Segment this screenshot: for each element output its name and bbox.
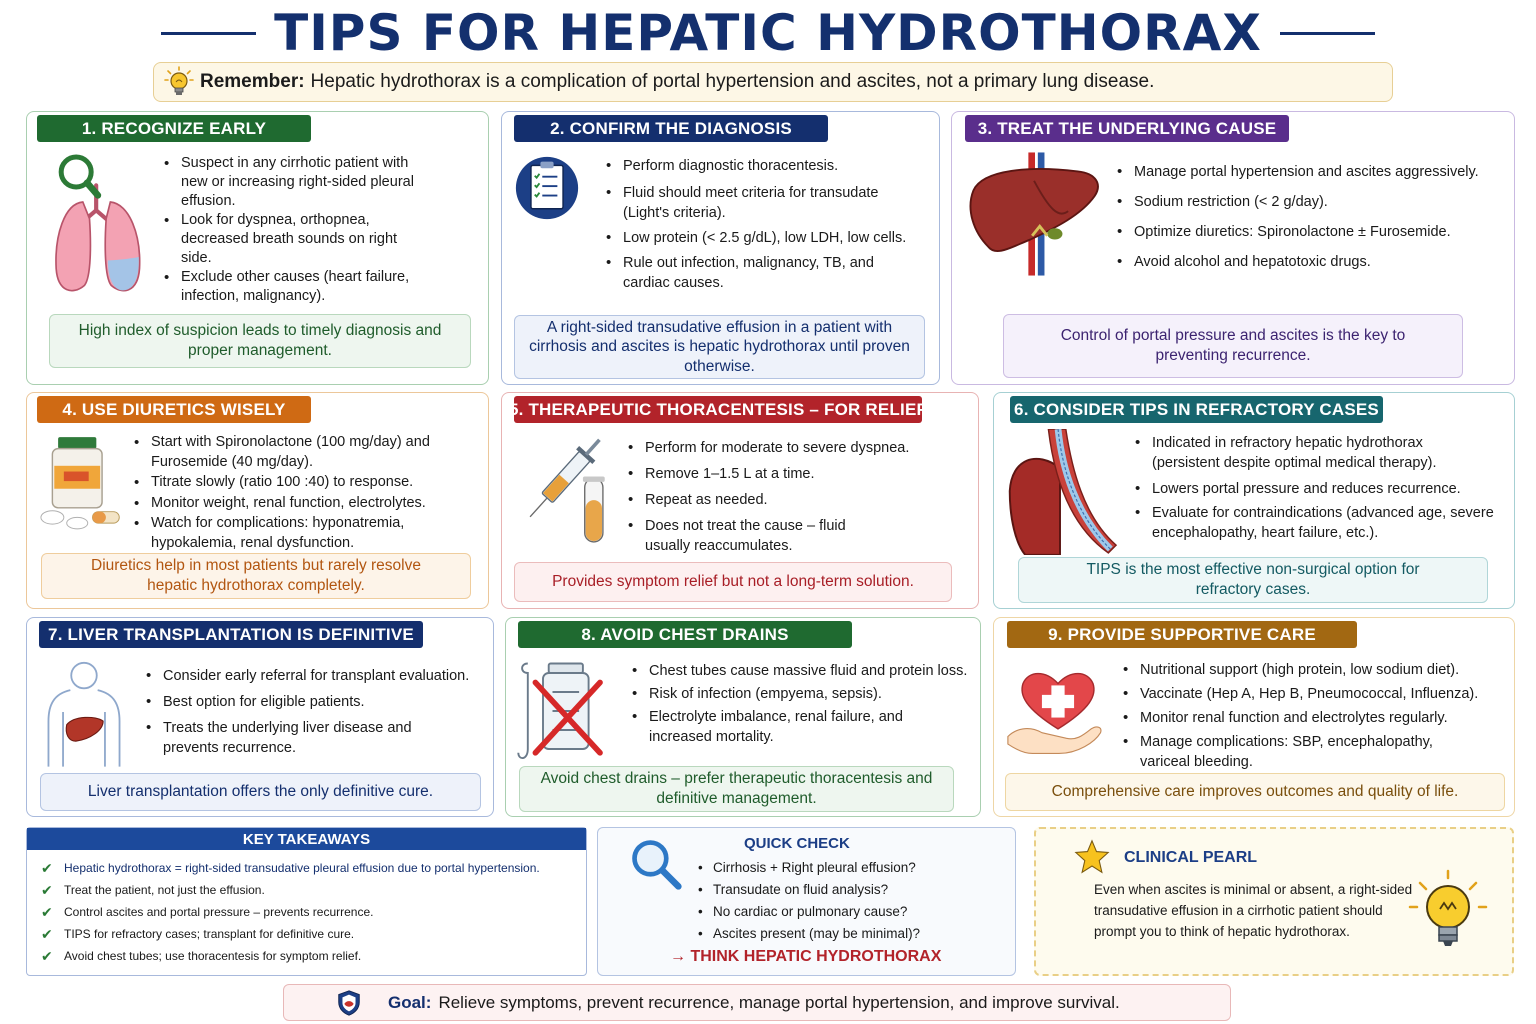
takeaway-item [41, 923, 540, 945]
card-use-diuretics-wisely [26, 392, 489, 609]
card-note: Diuretics help in most patients but rarely resolve hepatic hydrothorax completely. [41, 553, 471, 599]
bullet: • Treats the underlying liver disease and prevents recurrence. [143, 718, 433, 758]
card-avoid-chest-drains [505, 617, 981, 817]
bullet: • Avoid alcohol and hepatotoxic drugs. [1114, 252, 1510, 272]
syringe-tube-icon [512, 435, 612, 547]
card-bullets [1132, 433, 1494, 543]
quick-check-title: QUICK CHECK [744, 835, 850, 852]
bullet: • Watch for complications: hyponatremia, hypokalemia, renal dysfunction. [131, 514, 481, 553]
shield-icon [335, 989, 363, 1017]
card-header: 8. AVOID CHEST DRAINS [518, 621, 852, 648]
check-item: • Cirrhosis + Right pleural effusion? [696, 857, 920, 879]
bullet: • Manage complications: SBP, encephalopathy, variceal bleeding. [1120, 732, 1450, 772]
quick-check-conclusion: → THINK HEPATIC HYDROTHORAX [670, 948, 942, 965]
star-icon [1074, 839, 1110, 875]
card-bullets [1114, 162, 1510, 272]
card-bullets [629, 661, 979, 747]
bullet: • Fluid should meet criteria for transudate (Light's criteria). [603, 183, 923, 223]
title-rule-left [161, 32, 256, 35]
check-icon: ✔ [41, 926, 53, 942]
quick-check-panel [597, 827, 1016, 976]
pill-bottle-icon [39, 435, 125, 531]
bullet: • Exclude other causes (heart failure, infection, malignancy). [161, 268, 431, 306]
key-takeaways-panel [26, 827, 587, 976]
body-liver-icon [43, 656, 125, 768]
magnifier-icon [628, 836, 684, 892]
card-bullets [143, 666, 489, 758]
check-item: • Ascites present (may be minimal)? [696, 923, 920, 945]
takeaway-item [41, 945, 540, 967]
card-note: Comprehensive care improves outcomes and quality of life. [1005, 773, 1505, 811]
card-header: 3. TREAT THE UNDERLYING CAUSE [965, 115, 1289, 142]
card-treat-underlying-cause [951, 111, 1515, 385]
card-bullets [603, 156, 923, 293]
takeaway-text: Hepatic hydrothorax = right-sided transudative pleural effusion due to portal hypertension. [64, 861, 540, 875]
card-therapeutic-thoracentesis [501, 392, 979, 609]
card-header: 6. CONSIDER TIPS IN REFRACTORY CASES [1010, 396, 1383, 423]
card-supportive-care [993, 617, 1515, 817]
card-note: Provides symptom relief but not a long-term solution. [514, 562, 952, 602]
goal-text: Relieve symptoms, prevent recurrence, manage portal hypertension, and improve survival. [438, 992, 1120, 1012]
bullet: • Does not treat the cause – fluid usually reaccumulates. [625, 516, 885, 556]
bullet: • Monitor weight, renal function, electrolytes. [131, 494, 481, 514]
key-takeaways-title: KEY TAKEAWAYS [27, 828, 586, 850]
check-icon: ✔ [41, 860, 53, 876]
bullet: • Look for dyspnea, orthopnea, decreased breath sounds on right side. [161, 211, 431, 268]
title-rule-right [1280, 32, 1375, 35]
clinical-pearl-panel [1034, 827, 1514, 976]
bullet: • Consider early referral for transplant evaluation. [143, 666, 489, 686]
card-liver-transplantation [26, 617, 494, 817]
card-note: High index of suspicion leads to timely diagnosis and proper management. [49, 314, 471, 368]
bullet: • Lowers portal pressure and reduces recurrence. [1132, 479, 1494, 499]
check-icon: ✔ [41, 882, 53, 898]
bullet: • Indicated in refractory hepatic hydrothorax (persistent despite optimal medical therapy). [1132, 433, 1494, 473]
bullet: • Electrolyte imbalance, renal failure, and increased mortality. [629, 707, 909, 747]
lightbulb-icon [1408, 869, 1488, 959]
card-confirm-diagnosis [501, 111, 940, 385]
bullet: • Chest tubes cause massive fluid and protein loss. [629, 661, 979, 681]
card-note: Control of portal pressure and ascites is the key to preventing recurrence. [1003, 314, 1463, 378]
stent-vessel-icon [1002, 429, 1118, 555]
remember-banner [153, 62, 1393, 102]
clinical-pearl-text: Even when ascites is minimal or absent, a right-sided transudative effusion in a cirrhotic patient should prompt you to think of hepatic hydrothorax. [1094, 882, 1413, 939]
clipboard-checklist-icon [514, 150, 580, 226]
card-note: Avoid chest drains – prefer therapeutic thoracentesis and definitive management. [519, 766, 954, 812]
card-header: 5. THERAPEUTIC THORACENTESIS – FOR RELIEF [514, 396, 922, 423]
takeaway-text: Avoid chest tubes; use thoracentesis for symptom relief. [64, 949, 362, 963]
takeaway-text: Control ascites and portal pressure – prevents recurrence. [64, 905, 374, 919]
bullet: • Low protein (< 2.5 g/dL), low LDH, low cells. [603, 228, 923, 248]
takeaway-item [41, 857, 540, 879]
bullet: • Monitor renal function and electrolytes regularly. [1120, 708, 1512, 728]
bullet: • Perform for moderate to severe dyspnea. [625, 438, 955, 458]
card-note: A right-sided transudative effusion in a patient with cirrhosis and ascites is hepatic hydrothorax until proven otherwise. [514, 315, 925, 379]
check-item: • No cardiac or pulmonary cause? [696, 901, 920, 923]
card-bullets [131, 433, 481, 553]
takeaway-item [41, 901, 540, 923]
remember-text: Hepatic hydrothorax is a complication of portal hypertension and ascites, not a primary lung disease. [310, 71, 1155, 92]
check-icon: ✔ [41, 948, 53, 964]
goal-banner [283, 984, 1231, 1021]
card-consider-tips [993, 392, 1515, 609]
card-bullets [1120, 660, 1512, 772]
check-icon: ✔ [41, 904, 53, 920]
card-note: TIPS is the most effective non-surgical option for refractory cases. [1018, 557, 1488, 603]
card-header: 2. CONFIRM THE DIAGNOSIS [514, 115, 828, 142]
remember-label: Remember: [200, 71, 305, 92]
card-note: Liver transplantation offers the only definitive cure. [40, 773, 481, 811]
lungs-magnifier-icon [41, 152, 163, 302]
bullet: • Start with Spironolactone (100 mg/day) and Furosemide (40 mg/day). [131, 433, 481, 472]
lightbulb-icon [164, 66, 194, 100]
bullet: • Repeat as needed. [625, 490, 955, 510]
takeaway-item [41, 879, 540, 901]
liver-icon [964, 152, 1106, 276]
bullet: • Optimize diuretics: Spironolactone ± Furosemide. [1114, 222, 1510, 242]
bullet: • Nutritional support (high protein, low sodium diet). [1120, 660, 1512, 680]
takeaway-text: TIPS for refractory cases; transplant for definitive cure. [64, 927, 355, 941]
crossed-drain-icon [514, 654, 610, 768]
bullet: • Sodium restriction (< 2 g/day). [1114, 192, 1510, 212]
card-header: 4. USE DIURETICS WISELY [37, 396, 311, 423]
bullet: • Best option for eligible patients. [143, 692, 489, 712]
check-item: • Transudate on fluid analysis? [696, 879, 920, 901]
card-bullets [625, 438, 955, 556]
goal-label: Goal: [388, 992, 432, 1012]
bullet: • Manage portal hypertension and ascites aggressively. [1114, 162, 1510, 182]
card-recognize-early [26, 111, 489, 385]
title-row [0, 4, 1536, 62]
bullet: • Titrate slowly (ratio 100 :40) to response. [131, 473, 481, 493]
clinical-pearl-title: CLINICAL PEARL [1124, 849, 1258, 866]
bullet: • Risk of infection (empyema, sepsis). [629, 684, 979, 704]
card-bullets [161, 154, 431, 306]
card-header: 7. LIVER TRANSPLANTATION IS DEFINITIVE [39, 621, 423, 648]
card-header: 9. PROVIDE SUPPORTIVE CARE [1007, 621, 1357, 648]
bullet: • Suspect in any cirrhotic patient with new or increasing right-sided pleural effusion. [161, 154, 431, 211]
bullet: • Vaccinate (Hep A, Hep B, Pneumococcal, Influenza). [1120, 684, 1512, 704]
quick-check-list [696, 857, 920, 945]
card-header: 1. RECOGNIZE EARLY [37, 115, 311, 142]
bullet: • Perform diagnostic thoracentesis. [603, 156, 923, 176]
heart-hand-icon [1006, 662, 1110, 758]
takeaway-text: Treat the patient, not just the effusion. [64, 883, 265, 897]
page-title: TIPS FOR HEPATIC HYDROTHORAX [274, 4, 1262, 62]
bullet: • Rule out infection, malignancy, TB, and cardiac causes. [603, 253, 923, 293]
key-takeaways-list [41, 857, 540, 967]
bullet: • Evaluate for contraindications (advanced age, severe encephalopathy, heart failure, etc.). [1132, 503, 1494, 543]
bullet: • Remove 1–1.5 L at a time. [625, 464, 955, 484]
